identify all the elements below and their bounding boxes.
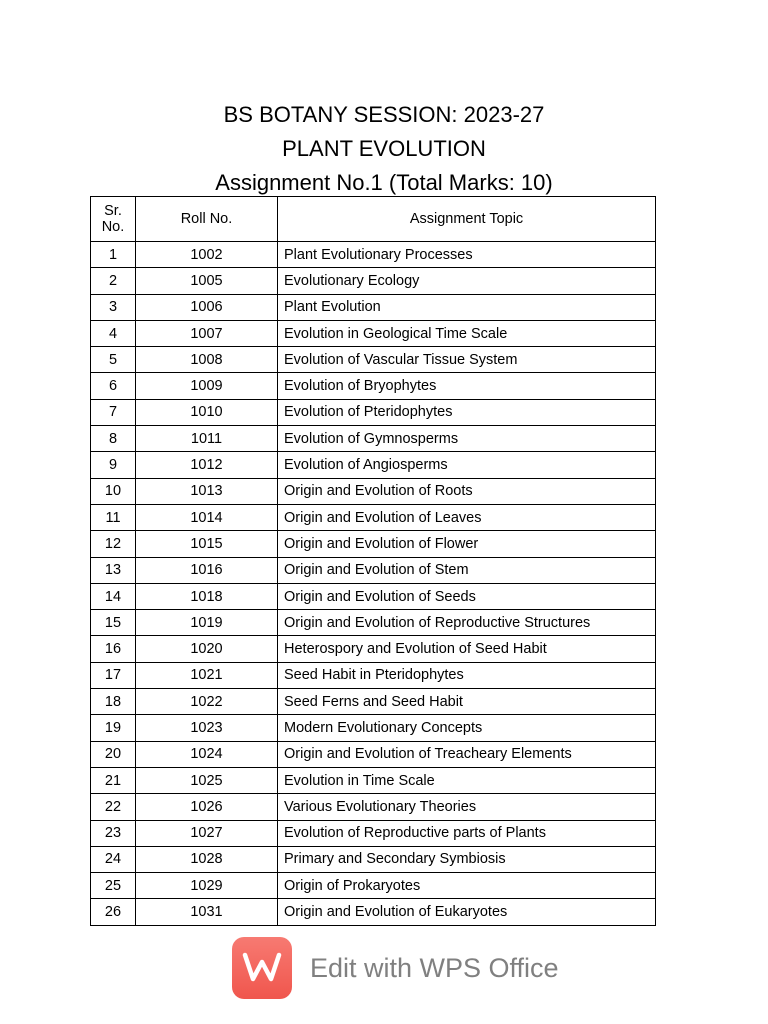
cell-topic: Evolution of Reproductive parts of Plants xyxy=(278,820,656,846)
cell-topic: Origin and Evolution of Seeds xyxy=(278,583,656,609)
cell-topic: Evolution in Time Scale xyxy=(278,767,656,793)
document-header xyxy=(0,98,768,200)
table-row xyxy=(91,689,656,715)
table-row xyxy=(91,399,656,425)
table-row xyxy=(91,478,656,504)
table-row xyxy=(91,899,656,925)
cell-sr-no: 25 xyxy=(91,873,136,899)
cell-sr-no: 8 xyxy=(91,426,136,452)
cell-roll-no: 1016 xyxy=(136,557,278,583)
cell-roll-no: 1031 xyxy=(136,899,278,925)
cell-topic: Origin and Evolution of Eukaryotes xyxy=(278,899,656,925)
cell-topic: Origin and Evolution of Treacheary Elements xyxy=(278,741,656,767)
table-row xyxy=(91,268,656,294)
cell-roll-no: 1026 xyxy=(136,794,278,820)
table-row xyxy=(91,294,656,320)
table-row xyxy=(91,531,656,557)
table-row xyxy=(91,846,656,872)
cell-topic: Seed Habit in Pteridophytes xyxy=(278,662,656,688)
cell-sr-no: 14 xyxy=(91,583,136,609)
table-row xyxy=(91,715,656,741)
cell-sr-no: 2 xyxy=(91,268,136,294)
cell-roll-no: 1005 xyxy=(136,268,278,294)
table-row xyxy=(91,583,656,609)
table-row xyxy=(91,242,656,268)
cell-topic: Evolution of Gymnosperms xyxy=(278,426,656,452)
cell-sr-no: 5 xyxy=(91,347,136,373)
cell-topic: Plant Evolutionary Processes xyxy=(278,242,656,268)
cell-sr-no: 22 xyxy=(91,794,136,820)
cell-roll-no: 1020 xyxy=(136,636,278,662)
cell-roll-no: 1008 xyxy=(136,347,278,373)
cell-roll-no: 1029 xyxy=(136,873,278,899)
cell-roll-no: 1018 xyxy=(136,583,278,609)
column-header-topic: Assignment Topic xyxy=(278,197,656,242)
cell-sr-no: 10 xyxy=(91,478,136,504)
table-row xyxy=(91,426,656,452)
cell-roll-no: 1019 xyxy=(136,610,278,636)
cell-topic: Heterospory and Evolution of Seed Habit xyxy=(278,636,656,662)
cell-roll-no: 1006 xyxy=(136,294,278,320)
cell-roll-no: 1013 xyxy=(136,478,278,504)
cell-sr-no: 26 xyxy=(91,899,136,925)
cell-roll-no: 1009 xyxy=(136,373,278,399)
cell-roll-no: 1015 xyxy=(136,531,278,557)
cell-roll-no: 1002 xyxy=(136,242,278,268)
cell-roll-no: 1014 xyxy=(136,504,278,530)
cell-topic: Evolution of Bryophytes xyxy=(278,373,656,399)
cell-roll-no: 1023 xyxy=(136,715,278,741)
table-row xyxy=(91,873,656,899)
cell-topic: Modern Evolutionary Concepts xyxy=(278,715,656,741)
cell-roll-no: 1012 xyxy=(136,452,278,478)
session-title: BS BOTANY SESSION: 2023-27 xyxy=(223,102,545,127)
cell-sr-no: 19 xyxy=(91,715,136,741)
cell-topic: Origin and Evolution of Leaves xyxy=(278,504,656,530)
table-row xyxy=(91,452,656,478)
table-row xyxy=(91,636,656,662)
cell-sr-no: 11 xyxy=(91,504,136,530)
cell-roll-no: 1027 xyxy=(136,820,278,846)
table-row xyxy=(91,610,656,636)
cell-roll-no: 1007 xyxy=(136,320,278,346)
cell-sr-no: 9 xyxy=(91,452,136,478)
cell-roll-no: 1024 xyxy=(136,741,278,767)
table-header-row xyxy=(91,197,656,242)
cell-sr-no: 20 xyxy=(91,741,136,767)
cell-topic: Seed Ferns and Seed Habit xyxy=(278,689,656,715)
cell-sr-no: 15 xyxy=(91,610,136,636)
cell-topic: Evolution of Pteridophytes xyxy=(278,399,656,425)
cell-sr-no: 13 xyxy=(91,557,136,583)
cell-topic: Evolution in Geological Time Scale xyxy=(278,320,656,346)
cell-roll-no: 1022 xyxy=(136,689,278,715)
table-row xyxy=(91,373,656,399)
table-row xyxy=(91,741,656,767)
table-row xyxy=(91,347,656,373)
cell-topic: Origin and Evolution of Roots xyxy=(278,478,656,504)
table-row xyxy=(91,767,656,793)
cell-topic: Origin of Prokaryotes xyxy=(278,873,656,899)
cell-topic: Evolution of Angiosperms xyxy=(278,452,656,478)
table-row xyxy=(91,504,656,530)
table-row xyxy=(91,820,656,846)
table-body xyxy=(91,242,656,926)
cell-sr-no: 16 xyxy=(91,636,136,662)
table-row xyxy=(91,662,656,688)
cell-roll-no: 1010 xyxy=(136,399,278,425)
cell-roll-no: 1021 xyxy=(136,662,278,688)
table-row xyxy=(91,557,656,583)
cell-sr-no: 23 xyxy=(91,820,136,846)
cell-sr-no: 6 xyxy=(91,373,136,399)
wps-watermark-text: Edit with WPS Office xyxy=(310,952,559,983)
column-header-roll-no: Roll No. xyxy=(136,197,278,242)
cell-topic: Plant Evolution xyxy=(278,294,656,320)
cell-sr-no: 12 xyxy=(91,531,136,557)
assignment-title: Assignment No.1 (Total Marks: 10) xyxy=(215,170,553,195)
assignment-table xyxy=(90,196,656,926)
cell-topic: Primary and Secondary Symbiosis xyxy=(278,846,656,872)
cell-topic: Various Evolutionary Theories xyxy=(278,794,656,820)
cell-topic: Origin and Evolution of Stem xyxy=(278,557,656,583)
cell-roll-no: 1011 xyxy=(136,426,278,452)
course-title: PLANT EVOLUTION xyxy=(282,136,486,161)
cell-roll-no: 1025 xyxy=(136,767,278,793)
cell-sr-no: 21 xyxy=(91,767,136,793)
cell-topic: Origin and Evolution of Flower xyxy=(278,531,656,557)
cell-sr-no: 4 xyxy=(91,320,136,346)
cell-roll-no: 1028 xyxy=(136,846,278,872)
cell-sr-no: 17 xyxy=(91,662,136,688)
column-header-sr-no: Sr. No. xyxy=(91,197,136,242)
wps-watermark[interactable] xyxy=(232,936,562,1000)
cell-sr-no: 7 xyxy=(91,399,136,425)
cell-topic: Evolutionary Ecology xyxy=(278,268,656,294)
table-row xyxy=(91,320,656,346)
cell-topic: Origin and Evolution of Reproductive Structures xyxy=(278,610,656,636)
cell-sr-no: 18 xyxy=(91,689,136,715)
cell-sr-no: 1 xyxy=(91,242,136,268)
wps-logo-icon xyxy=(232,937,292,999)
cell-topic: Evolution of Vascular Tissue System xyxy=(278,347,656,373)
cell-sr-no: 24 xyxy=(91,846,136,872)
table-row xyxy=(91,794,656,820)
cell-sr-no: 3 xyxy=(91,294,136,320)
